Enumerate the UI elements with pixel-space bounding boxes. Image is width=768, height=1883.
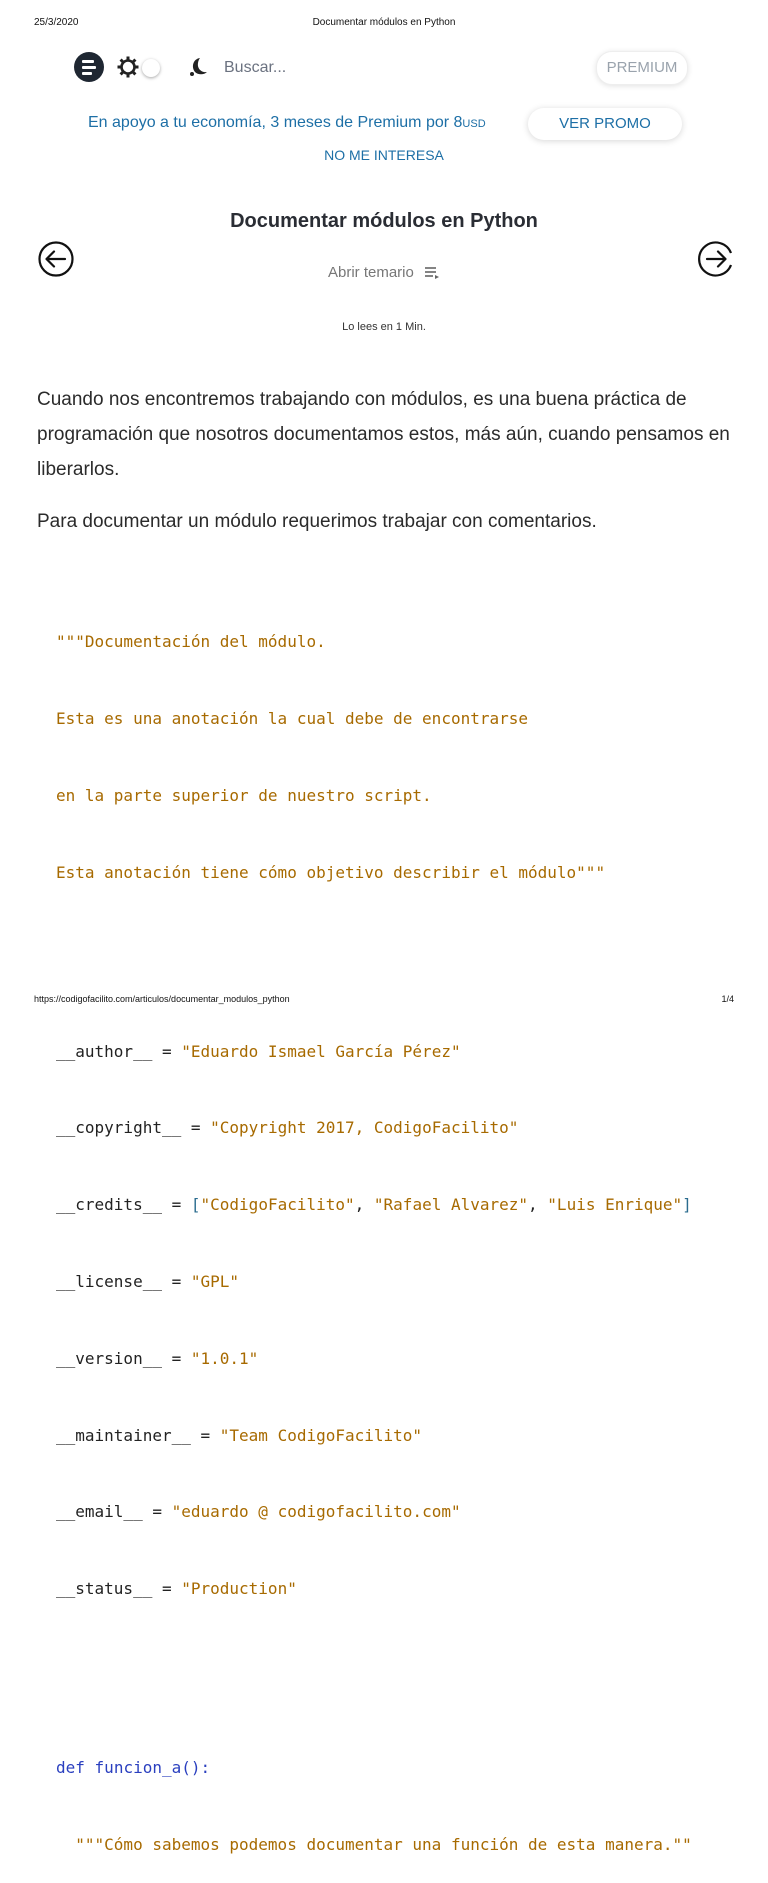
code-string: "eduardo @ codigofacilito.com": [171, 1502, 461, 1522]
code-line-maintainer: __maintainer__ = "Team CodigoFacilito": [56, 1425, 423, 1445]
code-string: "Luis Enrique": [547, 1195, 683, 1215]
print-title: Documentar módulos en Python: [312, 17, 456, 28]
code-string: "Copyright 2017, CodigoFacilito": [210, 1118, 519, 1138]
code-line-email: __email__ = "eduardo @ codigofacilito.com": [56, 1502, 461, 1522]
open-toc-button[interactable]: [0, 264, 768, 281]
code-line-author: __author__ = "Eduardo Ismael García Pérez": [56, 1041, 461, 1061]
code-line-credits: __credits__ = ["CodigoFacilito", "Rafael Alvarez", "Luis Enrique"]: [56, 1195, 692, 1215]
promo-message: En apoyo a tu economía, 3 meses de Premium por 8: [88, 114, 463, 131]
code-parens: ():: [181, 1758, 211, 1778]
gear-icon[interactable]: [116, 55, 140, 79]
print-header: [0, 17, 768, 31]
article-title: Documentar módulos en Python: [230, 210, 538, 232]
code-function-name: funcion_a: [94, 1758, 182, 1778]
theme-toggle[interactable]: [140, 58, 164, 78]
code-docstring-line: Esta es una anotación la cual debe de encontrarse: [56, 708, 529, 728]
article-paragraph: Cuando nos encontremos trabajando con módulos, es una buena práctica de programación que nosotros documentamos estos, más aún, cuando pensamos en liberarlos.: [37, 389, 730, 480]
search-input[interactable]: [222, 54, 446, 82]
code-string: "Team CodigoFacilito": [219, 1425, 423, 1445]
code-var: __email__: [56, 1502, 143, 1522]
code-keyword: def: [56, 1758, 85, 1778]
code-string: "Rafael Alvarez": [373, 1195, 529, 1215]
dismiss-promo-link[interactable]: NO ME INTERESA: [324, 147, 444, 163]
code-string: """Cómo sabemos podemos documentar una función de esta manera."": [75, 1835, 692, 1855]
code-line-status: __status__ = "Production": [56, 1579, 297, 1599]
promo-banner: [0, 107, 768, 141]
code-docstring-line: en la parte superior de nuestro script.: [56, 785, 432, 805]
code-blank-line: [56, 936, 756, 962]
premium-button[interactable]: PREMIUM: [596, 51, 688, 85]
print-footer: [0, 994, 768, 1008]
promo-currency: USD: [462, 118, 486, 130]
code-line-version: __version__ = "1.0.1": [56, 1348, 259, 1368]
logo-icon[interactable]: [74, 52, 104, 82]
code-line-copyright: __copyright__ = "Copyright 2017, CodigoFacilito": [56, 1118, 519, 1138]
code-docstring-line: Esta anotación tiene cómo objetivo describir el módulo""": [56, 862, 606, 882]
print-date: 25/3/2020: [34, 17, 79, 28]
code-line-license: __license__ = "GPL": [56, 1272, 240, 1292]
code-string: "Eduardo Ismael García Pérez": [181, 1041, 461, 1061]
print-page-number: 1/4: [721, 994, 734, 1004]
code-string: "GPL": [190, 1272, 240, 1292]
code-var: __credits__: [56, 1195, 162, 1215]
code-docstring-line: """Documentación del módulo.: [56, 632, 326, 652]
top-navbar: [72, 50, 692, 86]
code-var: __status__: [56, 1579, 153, 1599]
list-icon: [424, 265, 440, 279]
code-var: __maintainer__: [56, 1425, 191, 1445]
promo-text: [88, 114, 486, 132]
see-promo-button[interactable]: VER PROMO: [528, 108, 682, 140]
code-var: __version__: [56, 1348, 162, 1368]
code-var: __copyright__: [56, 1118, 182, 1138]
print-url: https://codigofacilito.com/articulos/documentar_modulos_python: [34, 994, 290, 1004]
code-string: "Production": [181, 1579, 297, 1599]
code-string: "CodigoFacilito": [200, 1195, 355, 1215]
code-line-func-doc: [56, 1832, 756, 1858]
article-paragraph: Para documentar un módulo requerimos trabajar con comentarios.: [37, 511, 597, 532]
read-time: Lo lees en 1 Min.: [342, 321, 426, 333]
code-var: __author__: [56, 1041, 153, 1061]
toggle-knob: [142, 59, 160, 77]
code-blank-line: [56, 1653, 756, 1679]
moon-icon[interactable]: [186, 55, 210, 79]
code-block: [56, 578, 756, 1883]
code-string: "1.0.1": [190, 1348, 259, 1368]
toc-label: Abrir temario: [327, 264, 414, 281]
code-line-def: [56, 1755, 756, 1781]
code-var: __license__: [56, 1272, 162, 1292]
